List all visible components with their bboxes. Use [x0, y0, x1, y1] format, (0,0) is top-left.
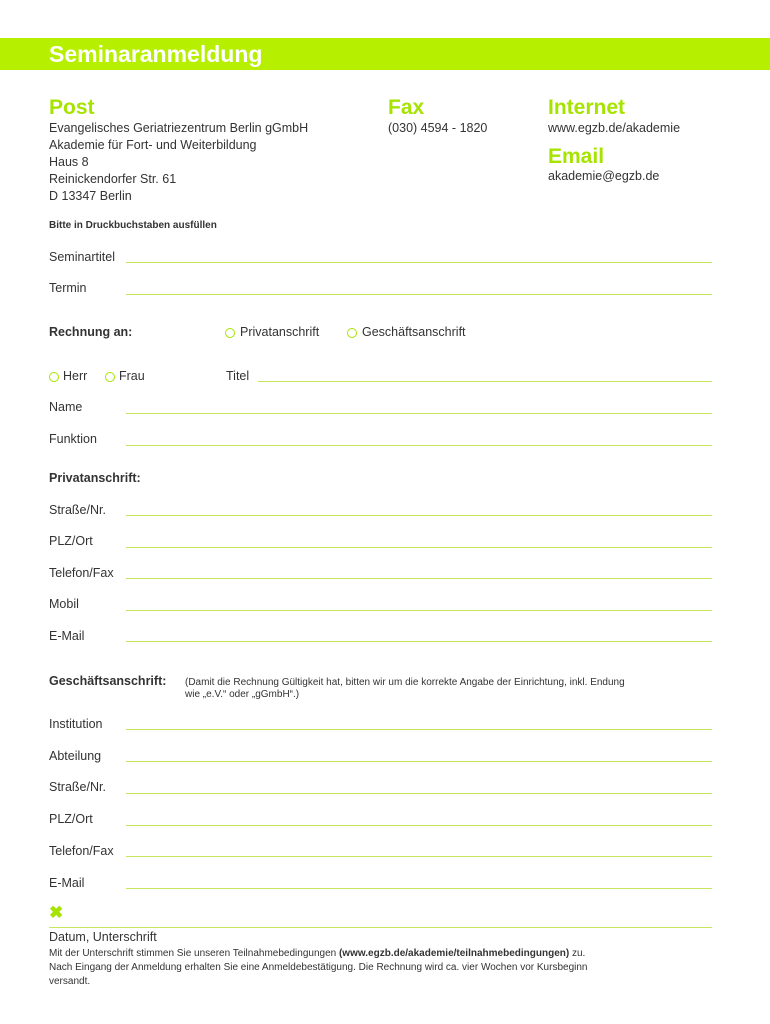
post-line: Akademie für Fort- und Weiterbildung	[49, 138, 257, 152]
signature-x-icon: ✖	[49, 903, 64, 922]
privatanschrift-radio[interactable]	[225, 328, 235, 338]
fax-number: (030) 4594 - 1820	[388, 121, 488, 135]
frau-radio[interactable]	[105, 372, 115, 382]
privat-plz-line[interactable]	[126, 547, 712, 548]
internet-heading: Internet	[548, 96, 626, 119]
post-line: Evangelisches Geriatriezentrum Berlin gGmbH	[49, 121, 309, 135]
funktion-label: Funktion	[49, 432, 97, 446]
privat-mobil-label: Mobil	[49, 597, 79, 611]
herr-radio[interactable]	[49, 372, 59, 382]
post-heading: Post	[49, 96, 95, 119]
email-address: akademie@egzb.de	[548, 169, 660, 183]
funktion-line[interactable]	[126, 445, 712, 446]
footer-note-line1	[49, 947, 585, 961]
titel-label: Titel	[226, 369, 250, 383]
terms-link[interactable]: (www.egzb.de/akademie/teilnahmebedingungen)	[338, 948, 570, 959]
footer-note-line2: Nach Eingang der Anmeldung erhalten Sie eine Anmeldebestätigung. Die Rechnung wird ca. vier Wochen vor Kursbeginn	[49, 962, 588, 973]
post-line: Reinickendorfer Str. 61	[49, 172, 177, 186]
privat-mobil-line[interactable]	[126, 610, 712, 611]
geschaeftsanschrift-heading: Geschäftsanschrift:	[49, 674, 167, 688]
geschaeft-telefon-label: Telefon/Fax	[49, 844, 114, 858]
signature-line[interactable]	[49, 927, 712, 928]
termin-label: Termin	[49, 281, 87, 295]
footer-note-line3: versandt.	[49, 976, 91, 987]
geschaeft-plz-label: PLZ/Ort	[49, 812, 93, 826]
geschaeft-plz-line[interactable]	[126, 825, 712, 826]
name-label: Name	[49, 400, 83, 414]
abteilung-line[interactable]	[126, 761, 712, 762]
seminartitel-line[interactable]	[126, 262, 712, 263]
footer-note-pre: Mit der Unterschrift stimmen Sie unseren Teilnahmebedingungen	[49, 948, 339, 959]
privat-strasse-label: Straße/Nr.	[49, 503, 106, 517]
herr-label: Herr	[63, 369, 88, 383]
fax-heading: Fax	[388, 96, 425, 119]
geschaeft-strasse-label: Straße/Nr.	[49, 780, 106, 794]
geschaeft-strasse-line[interactable]	[126, 793, 712, 794]
geschaeft-telefon-line[interactable]	[126, 856, 712, 857]
name-line[interactable]	[126, 413, 712, 414]
privat-telefon-line[interactable]	[126, 578, 712, 579]
institution-label: Institution	[49, 717, 103, 731]
privat-strasse-line[interactable]	[126, 515, 712, 516]
seminartitel-label: Seminartitel	[49, 250, 115, 264]
footer-note-post: zu.	[569, 948, 586, 959]
privat-plz-label: PLZ/Ort	[49, 534, 93, 548]
email-heading: Email	[548, 145, 605, 168]
privat-email-label: E-Mail	[49, 629, 85, 643]
post-line: Haus 8	[49, 155, 89, 169]
geschaeft-note-line1: (Damit die Rechnung Gültigkeit hat, bitten wir um die korrekte Angabe der Einrichtung, inkl. Endung	[185, 677, 625, 688]
page-title: Seminaranmeldung	[49, 41, 263, 67]
geschaeft-email-line[interactable]	[126, 888, 712, 889]
privat-email-line[interactable]	[126, 641, 712, 642]
institution-line[interactable]	[126, 729, 712, 730]
signature-label: Datum, Unterschrift	[49, 930, 157, 944]
post-line: D 13347 Berlin	[49, 189, 132, 203]
geschaeftsanschrift-radio[interactable]	[347, 328, 357, 338]
abteilung-label: Abteilung	[49, 749, 102, 763]
frau-label: Frau	[119, 369, 145, 383]
geschaeftsanschrift-option-label: Geschäftsanschrift	[362, 325, 466, 339]
titel-line[interactable]	[258, 381, 712, 382]
privat-telefon-label: Telefon/Fax	[49, 566, 114, 580]
geschaeft-email-label: E-Mail	[49, 876, 85, 890]
geschaeft-note-line2: wie „e.V.“ oder „gGmbH“.)	[185, 689, 300, 700]
instruction-text: Bitte in Druckbuchstaben ausfüllen	[49, 220, 217, 231]
privatanschrift-heading: Privatanschrift:	[49, 471, 141, 485]
privatanschrift-option-label: Privatanschrift	[240, 325, 320, 339]
termin-line[interactable]	[126, 294, 712, 295]
internet-url: www.egzb.de/akademie	[548, 121, 681, 135]
rechnung-label: Rechnung an:	[49, 325, 133, 339]
header-banner	[0, 38, 770, 70]
